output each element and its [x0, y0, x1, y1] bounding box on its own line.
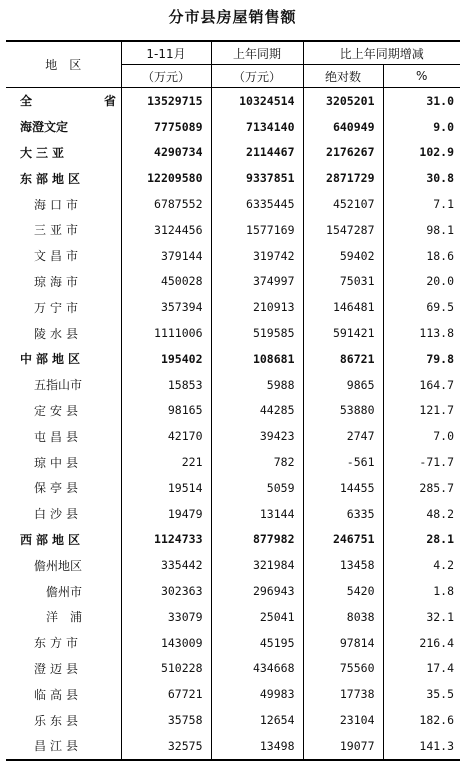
last-year-sales-cell: 7134140: [211, 114, 303, 140]
table-row: [6, 165, 460, 191]
current-sales-cell: 32575: [121, 733, 211, 760]
region-name-cell: 儋州地区: [34, 558, 83, 573]
current-sales-cell: 302363: [121, 578, 211, 604]
sales-table: [6, 40, 460, 761]
absolute-change-cell: 75560: [303, 656, 383, 682]
percent-change-cell: 113.8: [383, 320, 460, 346]
region-name-cell: 海口市: [34, 197, 83, 212]
region-name-cell: 西部地区: [20, 532, 85, 547]
region-name-cell: 洋 浦: [46, 610, 83, 625]
current-sales-cell: 4290734: [121, 140, 211, 166]
percent-change-cell: 182.6: [383, 707, 460, 733]
last-year-sales-cell: 44285: [211, 398, 303, 424]
last-year-sales-cell: 39423: [211, 423, 303, 449]
region-name-cell: 海澄文定: [20, 120, 69, 135]
percent-change-cell: 285.7: [383, 475, 460, 501]
header-current-unit: （万元）: [121, 65, 211, 88]
table-row: [6, 527, 460, 553]
last-year-sales-cell: 49983: [211, 681, 303, 707]
percent-change-cell: 48.2: [383, 501, 460, 527]
absolute-change-cell: 23104: [303, 707, 383, 733]
percent-change-cell: 17.4: [383, 656, 460, 682]
current-sales-cell: 13529715: [121, 88, 211, 114]
current-sales-cell: 379144: [121, 243, 211, 269]
header-absolute: 绝对数: [303, 65, 383, 88]
last-year-sales-cell: 319742: [211, 243, 303, 269]
current-sales-cell: 195402: [121, 346, 211, 372]
current-sales-cell: 1124733: [121, 527, 211, 553]
last-year-sales-cell: 296943: [211, 578, 303, 604]
table-row: [6, 656, 460, 682]
percent-change-cell: 102.9: [383, 140, 460, 166]
percent-change-cell: 18.6: [383, 243, 460, 269]
region-name-cell: 五指山市: [34, 378, 83, 393]
last-year-sales-cell: 5059: [211, 475, 303, 501]
percent-change-cell: 32.1: [383, 604, 460, 630]
region-name-cell: 大三亚: [20, 145, 69, 160]
current-sales-cell: 221: [121, 449, 211, 475]
region-name-cell: 中部地区: [20, 352, 85, 367]
current-sales-cell: 450028: [121, 269, 211, 295]
header-last-year-unit: （万元）: [211, 65, 303, 88]
absolute-change-cell: 640949: [303, 114, 383, 140]
last-year-sales-cell: 321984: [211, 552, 303, 578]
percent-change-cell: 141.3: [383, 733, 460, 760]
region-name-cell: 屯昌县: [34, 429, 83, 444]
percent-change-cell: 31.0: [383, 88, 460, 114]
last-year-sales-cell: 9337851: [211, 165, 303, 191]
current-sales-cell: 19514: [121, 475, 211, 501]
absolute-change-cell: 75031: [303, 269, 383, 295]
percent-change-cell: 9.0: [383, 114, 460, 140]
table-row: [6, 449, 460, 475]
current-sales-cell: 7775089: [121, 114, 211, 140]
last-year-sales-cell: 13144: [211, 501, 303, 527]
table-row: [6, 501, 460, 527]
last-year-sales-cell: 210913: [211, 294, 303, 320]
table-body: [6, 88, 460, 760]
percent-change-cell: 164.7: [383, 372, 460, 398]
percent-change-cell: 35.5: [383, 681, 460, 707]
percent-change-cell: 79.8: [383, 346, 460, 372]
last-year-sales-cell: 6335445: [211, 191, 303, 217]
percent-change-cell: -71.7: [383, 449, 460, 475]
table-row: [6, 88, 460, 114]
current-sales-cell: 6787552: [121, 191, 211, 217]
percent-change-cell: 30.8: [383, 165, 460, 191]
last-year-sales-cell: 108681: [211, 346, 303, 372]
absolute-change-cell: 146481: [303, 294, 383, 320]
table-row: [6, 346, 460, 372]
absolute-change-cell: -561: [303, 449, 383, 475]
last-year-sales-cell: 782: [211, 449, 303, 475]
table-row: [6, 243, 460, 269]
absolute-change-cell: 13458: [303, 552, 383, 578]
last-year-sales-cell: 1577169: [211, 217, 303, 243]
last-year-sales-cell: 25041: [211, 604, 303, 630]
percent-change-cell: 98.1: [383, 217, 460, 243]
region-name-cell: 乐东县: [34, 713, 83, 728]
absolute-change-cell: 3205201: [303, 88, 383, 114]
percent-change-cell: 7.1: [383, 191, 460, 217]
current-sales-cell: 67721: [121, 681, 211, 707]
table-row: [6, 398, 460, 424]
header-region: 地 区: [6, 41, 121, 88]
region-name-cell: 万宁市: [34, 300, 83, 315]
table-row: [6, 630, 460, 656]
current-sales-cell: 12209580: [121, 165, 211, 191]
last-year-sales-cell: 877982: [211, 527, 303, 553]
region-name-cell: 临高县: [34, 687, 83, 702]
absolute-change-cell: 2871729: [303, 165, 383, 191]
absolute-change-cell: 2176267: [303, 140, 383, 166]
current-sales-cell: 98165: [121, 398, 211, 424]
current-sales-cell: 33079: [121, 604, 211, 630]
table-row: [6, 681, 460, 707]
table-row: [6, 552, 460, 578]
header-last-year-period: 上年同期: [211, 41, 303, 65]
absolute-change-cell: 19077: [303, 733, 383, 760]
last-year-sales-cell: 13498: [211, 733, 303, 760]
region-name-cell: 昌江县: [6, 733, 121, 760]
region-name-cell: 琼海市: [34, 274, 83, 289]
region-name-cell: 白沙县: [34, 507, 83, 522]
absolute-change-cell: 86721: [303, 346, 383, 372]
region-name-cell: 琼中县: [34, 455, 83, 470]
region-name-cell: 儋州市: [46, 584, 83, 599]
table-row: [6, 140, 460, 166]
current-sales-cell: 335442: [121, 552, 211, 578]
table-row: [6, 423, 460, 449]
region-name-cell: 文昌市: [34, 249, 83, 264]
absolute-change-cell: 591421: [303, 320, 383, 346]
current-sales-cell: 19479: [121, 501, 211, 527]
table-row: [6, 707, 460, 733]
header-percent: %: [383, 65, 460, 88]
region-name-cell: 东方市: [34, 636, 83, 651]
last-year-sales-cell: 5988: [211, 372, 303, 398]
absolute-change-cell: 53880: [303, 398, 383, 424]
percent-change-cell: 121.7: [383, 398, 460, 424]
table-row: [6, 114, 460, 140]
region-name-cell: 三亚市: [34, 223, 83, 238]
current-sales-cell: 510228: [121, 656, 211, 682]
current-sales-cell: 1111006: [121, 320, 211, 346]
header-yoy-change: 比上年同期增减: [303, 41, 460, 65]
absolute-change-cell: 2747: [303, 423, 383, 449]
region-name-cell: 保亭县: [34, 481, 83, 496]
table-row: [6, 372, 460, 398]
percent-change-cell: 1.8: [383, 578, 460, 604]
absolute-change-cell: 1547287: [303, 217, 383, 243]
region-name-cell: 全 省: [20, 94, 147, 109]
absolute-change-cell: 17738: [303, 681, 383, 707]
table-row: [6, 294, 460, 320]
region-name-cell: 陵水县: [34, 326, 83, 341]
region-name-cell: 定安县: [34, 403, 83, 418]
percent-change-cell: 216.4: [383, 630, 460, 656]
current-sales-cell: 35758: [121, 707, 211, 733]
current-sales-cell: 15853: [121, 372, 211, 398]
absolute-change-cell: 246751: [303, 527, 383, 553]
table-row: [6, 733, 460, 760]
absolute-change-cell: 97814: [303, 630, 383, 656]
absolute-change-cell: 6335: [303, 501, 383, 527]
percent-change-cell: 69.5: [383, 294, 460, 320]
last-year-sales-cell: 434668: [211, 656, 303, 682]
absolute-change-cell: 59402: [303, 243, 383, 269]
absolute-change-cell: 9865: [303, 372, 383, 398]
current-sales-cell: 143009: [121, 630, 211, 656]
table-row: [6, 475, 460, 501]
absolute-change-cell: 14455: [303, 475, 383, 501]
table-row: [6, 269, 460, 295]
absolute-change-cell: 452107: [303, 191, 383, 217]
current-sales-cell: 42170: [121, 423, 211, 449]
percent-change-cell: 20.0: [383, 269, 460, 295]
percent-change-cell: 7.0: [383, 423, 460, 449]
percent-change-cell: 4.2: [383, 552, 460, 578]
header-current-period: 1-11月: [121, 41, 211, 65]
last-year-sales-cell: 10324514: [211, 88, 303, 114]
table-row: [6, 320, 460, 346]
last-year-sales-cell: 519585: [211, 320, 303, 346]
region-name-cell: 澄迈县: [34, 661, 83, 676]
percent-change-cell: 28.1: [383, 527, 460, 553]
table-row: [6, 191, 460, 217]
last-year-sales-cell: 374997: [211, 269, 303, 295]
table-row: [6, 217, 460, 243]
region-name-cell: 东部地区: [20, 171, 85, 186]
last-year-sales-cell: 12654: [211, 707, 303, 733]
table-header: [6, 41, 460, 88]
last-year-sales-cell: 2114467: [211, 140, 303, 166]
table-row: [6, 578, 460, 604]
absolute-change-cell: 8038: [303, 604, 383, 630]
page-title: 分市县房屋销售额: [168, 8, 297, 26]
table-row: [6, 604, 460, 630]
current-sales-cell: 3124456: [121, 217, 211, 243]
absolute-change-cell: 5420: [303, 578, 383, 604]
last-year-sales-cell: 45195: [211, 630, 303, 656]
current-sales-cell: 357394: [121, 294, 211, 320]
